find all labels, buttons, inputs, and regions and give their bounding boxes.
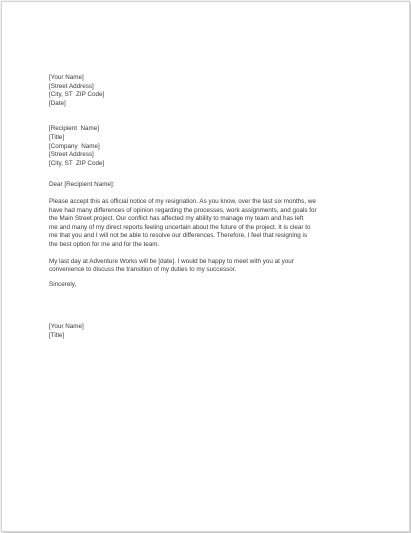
paragraph-line: the Main Street project. Our conflict has affected my ability to manage my team and has left [49, 215, 304, 223]
letter-page [1, 1, 410, 532]
sender-city: [City, ST ZIP Code] [49, 91, 105, 99]
closing: Sincerely, [49, 280, 77, 288]
recipient-street: [Street Address] [49, 151, 94, 159]
recipient-title: [Title] [49, 133, 65, 141]
recipient-company: [Company Name] [49, 142, 100, 150]
paragraph-line: me and many of my direct reports feeling uncertain about the future of the project. It is clear to [49, 223, 311, 231]
signature-title: [Title] [49, 331, 65, 339]
paragraph-line: the best option for me and for the team. [49, 240, 160, 248]
recipient-name: [Recipient Name] [49, 125, 100, 133]
letter-content [49, 74, 379, 340]
sender-street: [Street Address] [49, 82, 94, 90]
sender-address-block [49, 74, 379, 108]
body-paragraph-2 [49, 258, 379, 275]
signature-name: [Your Name] [49, 323, 84, 331]
recipient-city: [City, ST ZIP Code] [49, 159, 105, 167]
signature-block [49, 323, 379, 340]
paragraph-line: Please accept this as official notice of my resignation. As you know, over the last six months, we [49, 197, 316, 205]
salutation: Dear [Recipient Name]: [49, 181, 115, 189]
paragraph-line: convenience to discuss the transition of my duties to my successor. [49, 266, 237, 274]
paragraph-line: have had many differences of opinion regarding the processes, work assignments, and goals for [49, 206, 317, 214]
paragraph-line: me that you and I will not be able to resolve our differences. Therefore, I feel that resigning is [49, 232, 308, 240]
paragraph-line: My last day at Adventure Works will be [date]. I would be happy to meet with you at your [49, 257, 294, 265]
sender-date: [Date] [49, 99, 66, 107]
sender-name: [Your Name] [49, 74, 84, 81]
body-paragraph-1 [49, 198, 379, 250]
recipient-address-block [49, 125, 379, 168]
